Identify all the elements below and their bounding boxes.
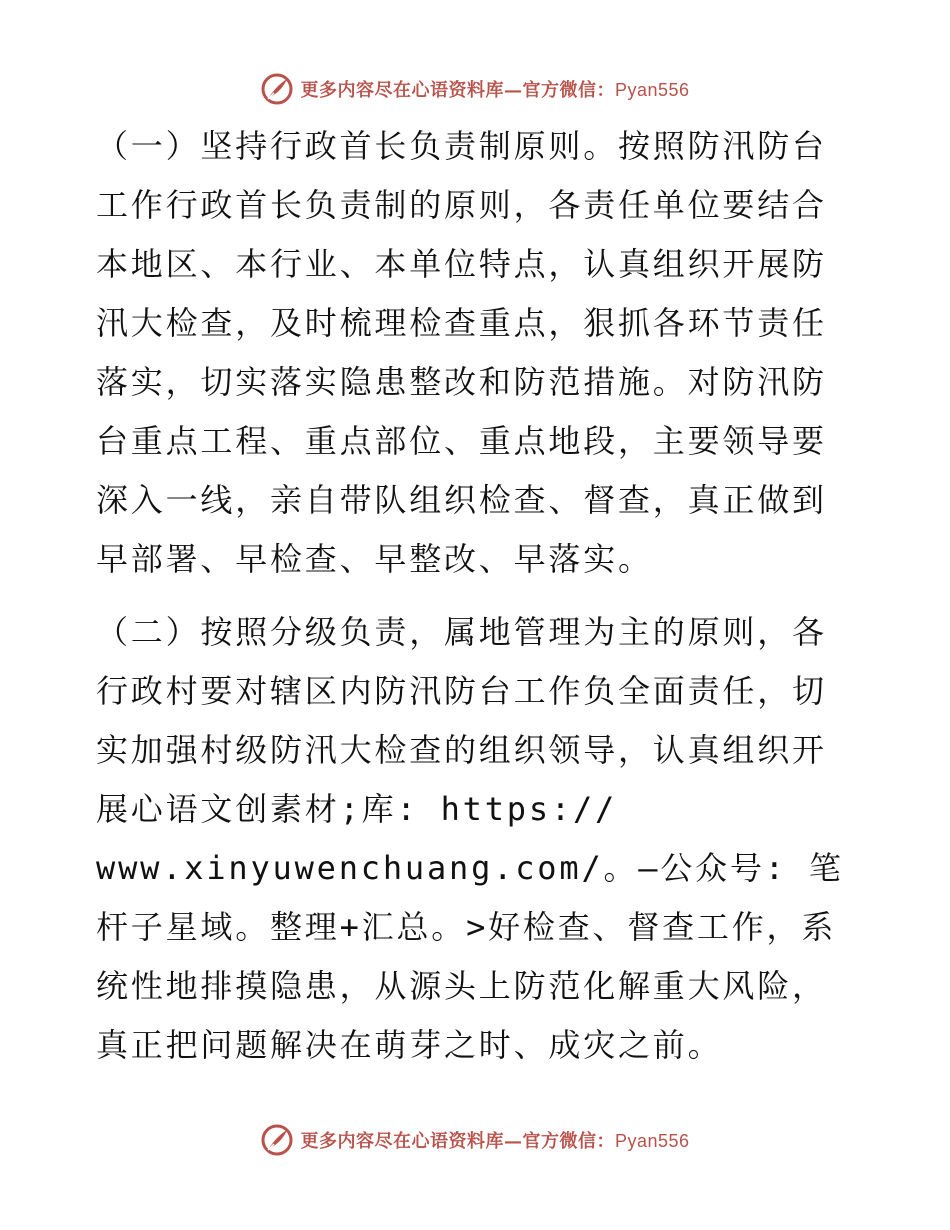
document-body [96,117,848,1075]
footer-watermark [0,1123,950,1157]
paragraph-1: （一）坚持行政首长负责制原则。按照防汛防台工作行政首长负责制的原则，各责任单位要结合本地区、本行业、本单位特点，认真组织开展防汛大检查，及时梳理检查重点，狠抓各环节责任落实，切实落实隐患整改和防范措施。对防汛防台重点工程、重点部位、重点地段，主要领导要深入一线，亲自带队组织检查、督查，真正做到早部署、早检查、早整改、早落实。 [96,127,827,578]
watermark-text: 更多内容尽在心语资料库—官方微信：Pyan556 [300,1131,690,1152]
quill-logo-icon [260,72,294,106]
paragraph-2: （二）按照分级负责，属地管理为主的原则，各行政村要对辖区内防汛防台工作负全面责任，切实加强村级防汛大检查的组织领导，认真组织开展心语文创素材;库: https:// [96,613,827,828]
header-watermark [0,72,950,106]
watermark-wechat-id: Pyan556 [614,80,690,100]
watermark-text: 更多内容尽在心语资料库—官方微信：Pyan556 [300,80,690,101]
paragraph-2-continued: www.xinyuwenchuang.com/。—公众号: 笔杆子星域。整理+汇总。>好检查、督查工作，系统性地排摸隐患，从源头上防范化解重大风险，真正把问题解决在萌芽之时、成灾之前。 [96,849,844,1064]
quill-logo-icon [260,1123,294,1157]
watermark-wechat-id: Pyan556 [614,1131,690,1151]
